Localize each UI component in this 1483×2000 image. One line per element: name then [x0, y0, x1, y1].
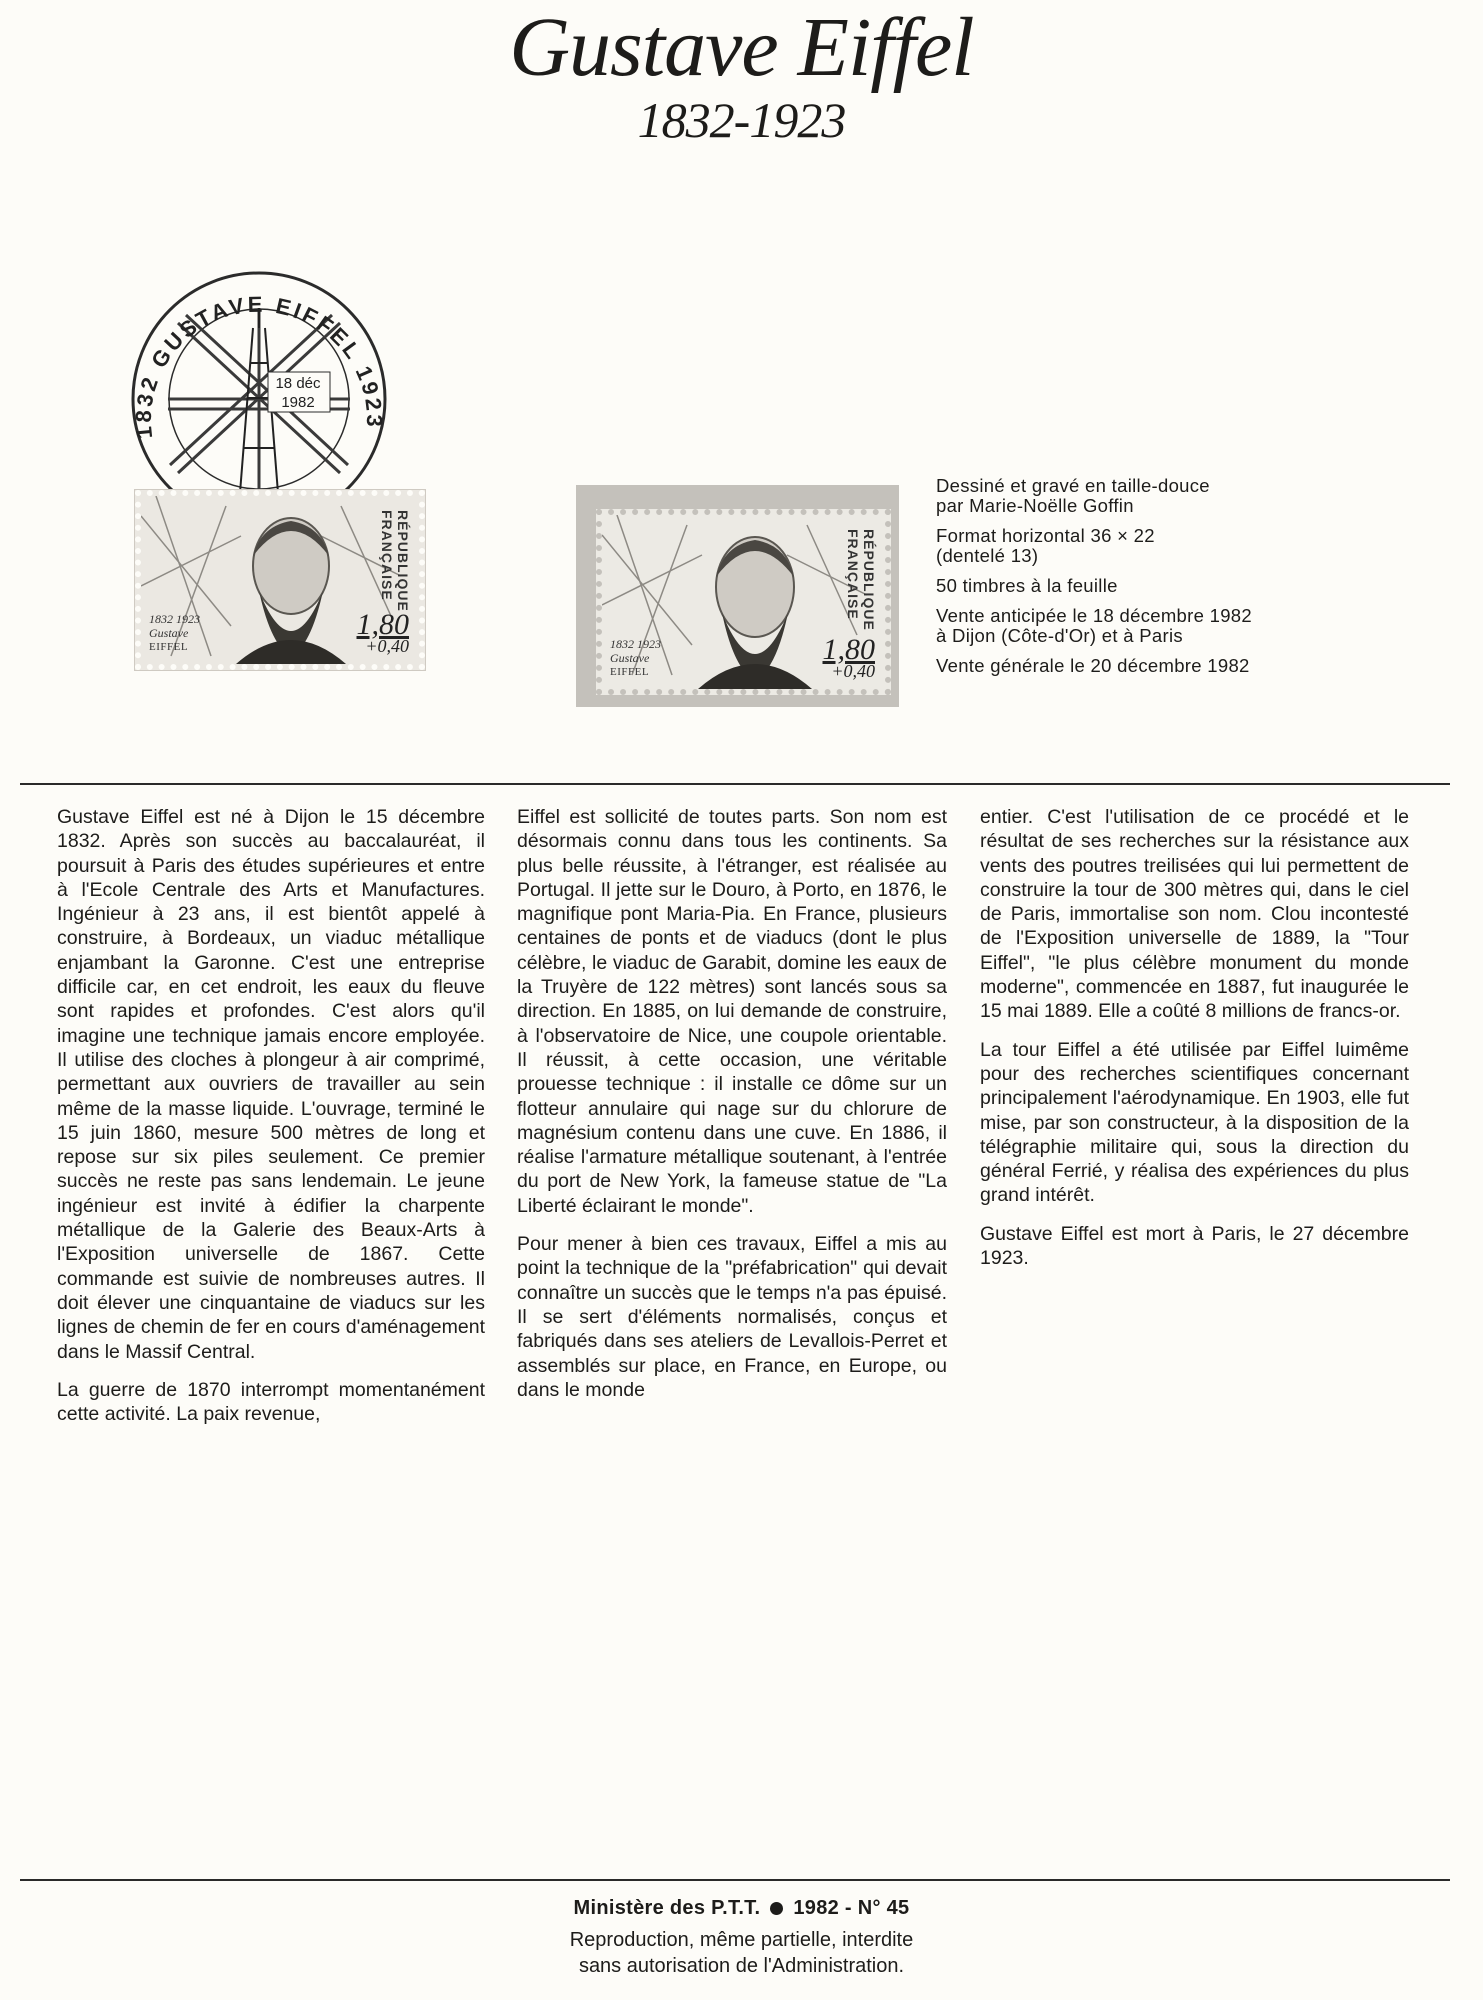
article-paragraph: La tour Eiffel a été utilisée par Eiffel luimême pour des recherches scientifiques concernant principalement l'aérodynamique. En 1903, elle fut mise, par son constructeur, à la disposition de la télégraphie militaire qui, sous la direction du général Ferrié, y réalisa des expériences du plus grand intérêt.: [980, 1038, 1409, 1207]
stamp-specifications: [936, 476, 1356, 686]
article-column-1: [57, 805, 485, 1440]
spec-sheet: 50 timbres à la feuille: [936, 575, 1118, 596]
postmark-date-year: 1982: [281, 394, 315, 411]
mint-stamp: [596, 509, 891, 695]
bullet-icon: [770, 1902, 783, 1915]
article-column-3: [980, 805, 1409, 1284]
stamp-years: 1832 1923: [610, 637, 661, 651]
section-divider-bottom: [20, 1879, 1450, 1881]
postmark-ring-text: 1832 GUSTAVE EIFFEL 1923: [130, 291, 388, 440]
stamp-country: RÉPUBLIQUE FRANÇAISE: [845, 529, 877, 631]
footer-issue: 1982 - N° 45: [793, 1897, 910, 1919]
stamp-name: Gustave: [149, 626, 189, 640]
stamp-surcharge: +0,40: [365, 636, 409, 656]
stamp-value: [822, 633, 876, 681]
article-paragraph: entier. C'est l'utilisation de ce procédé et le résultat de ses recherches sur la résistance aux vents des poutres treilisées qui lui permettent de construire la tour de 300 mètres qui, dans le ciel de Paris, immortalise son nom. Clou incontesté de l'Exposition universelle de 1889, la "Tour Eiffel", "le plus célèbre monument du monde moderne", commencée en 1887, fut inaugurée le 15 mai 1889. Elle a coûté 8 millions de francs-or.: [980, 806, 1409, 1023]
stamp-surname: EIFFEL: [610, 666, 650, 678]
section-divider-top: [20, 783, 1450, 785]
stamp-surcharge: +0,40: [831, 661, 875, 681]
spec-format: Format horizontal 36 × 22 (dentelé 13): [936, 525, 1155, 566]
stamp-face-value: 1,80: [356, 608, 409, 641]
page-title: Gustave Eiffel: [509, 1, 974, 94]
article-paragraph: Gustave Eiffel est né à Dijon le 15 décembre 1832. Après son succès au baccalauréat, il poursuit à Paris des études supérieures et entre à l'Ecole Centrale des Arts et Manufactures. Ingénieur à 23 ans, il est bientôt appelé à construire, à Bordeaux, un viaduc métallique enjambant la Garonne. C'est une entreprise difficile car, en cet endroit, les eaux du fleuve sont rapides et profondes. C'est alors qu'il imagine une technique jamais encore employée. Il utilise des cloches à plongeur à air comprimé, permettant aux ouvriers de travailler au sein même de la masse liquide. L'ouvrage, terminé le 15 juin 1860, mesure 500 mètres de long et repose sur six piles seulement. Ce premier succès ne reste pas sans lendemain. Le jeune ingénieur est invité à édifier la charpente métallique de la Galerie des Beaux-Arts à l'Exposition universelle de 1867. Cette commande est suivie de nombreuses autres. Il doit élever une cinquantaine de viaducs sur les lignes de chemin de fer en cours d'aménagement dans le Massif Central.: [57, 806, 485, 1363]
stamp-years: 1832 1923: [149, 612, 200, 626]
postmark-date-day: 18 déc: [275, 375, 321, 392]
article-paragraph: Gustave Eiffel est mort à Paris, le 27 décembre 1923.: [980, 1222, 1409, 1270]
footer-publisher: [0, 1895, 1483, 1921]
stamp-country: RÉPUBLIQUE FRANÇAISE: [379, 510, 411, 612]
spec-first-day-sale: Vente anticipée le 18 décembre 1982 à Dijon (Côte-d'Or) et à Paris: [936, 605, 1252, 646]
spec-general-sale: Vente générale le 20 décembre 1982: [936, 655, 1250, 676]
article-paragraph: La guerre de 1870 interrompt momentanément cette activité. La paix revenue,: [57, 1378, 485, 1426]
stamp-proof-frame: [576, 485, 899, 707]
footer-notice-line-1: Reproduction, même partielle, interdite: [569, 1929, 914, 1951]
stamp-value: [356, 608, 410, 656]
stamp-surname: EIFFEL: [149, 641, 189, 653]
stamp-caption: [610, 637, 661, 679]
spec-designer: Dessiné et gravé en taille-douce par Marie-Noëlle Goffin: [936, 475, 1210, 516]
life-dates: 1832-1923: [637, 92, 846, 148]
cancelled-stamp: [135, 490, 425, 670]
stamp-caption: [149, 612, 200, 654]
article-column-2: [517, 805, 947, 1416]
footer-ministry: Ministère des P.T.T.: [573, 1897, 761, 1919]
stamp-face-value: 1,80: [822, 633, 875, 666]
footer-notice-line-2: sans autorisation de l'Administration.: [578, 1955, 905, 1977]
stamp-name: Gustave: [610, 651, 650, 665]
article-paragraph: Pour mener à bien ces travaux, Eiffel a mis au point la technique de la "préfabrication" qui devait connaître un succès que le temps n'a pas épuisé. Il se sert d'éléments normalisés, conçus et fabriqués dans ses ateliers de Levallois-Perret et assemblés sur place, en France, en Europe, ou dans le monde: [517, 1233, 947, 1401]
article-paragraph: Eiffel est sollicité de toutes parts. Son nom est désormais connu dans tous les continents. Sa plus belle réussite, à l'étranger, est réalisée au Portugal. Il jette sur le Douro, à Porto, en 1876, le magnifique pont Maria-Pia. En France, plusieurs centaines de ponts et de viaducs (dont le plus célèbre, le viaduc de Garabit, domine les eaux de la Truyère de 122 mètres) sont lancés sous sa direction. En 1885, on lui demande de construire, à l'observatoire de Nice, une coupole orientable. Il réussit, à cette occasion, une véritable prouesse technique : il installe ce dôme sur un flotteur annulaire qui nage sur du chlorure de magnésium contenu dans une cuve. En 1886, il réalise l'armature métallique soutenant, à l'entrée du port de New York, la fameuse statue de "La Liberté éclairant le monde".: [517, 806, 947, 1217]
